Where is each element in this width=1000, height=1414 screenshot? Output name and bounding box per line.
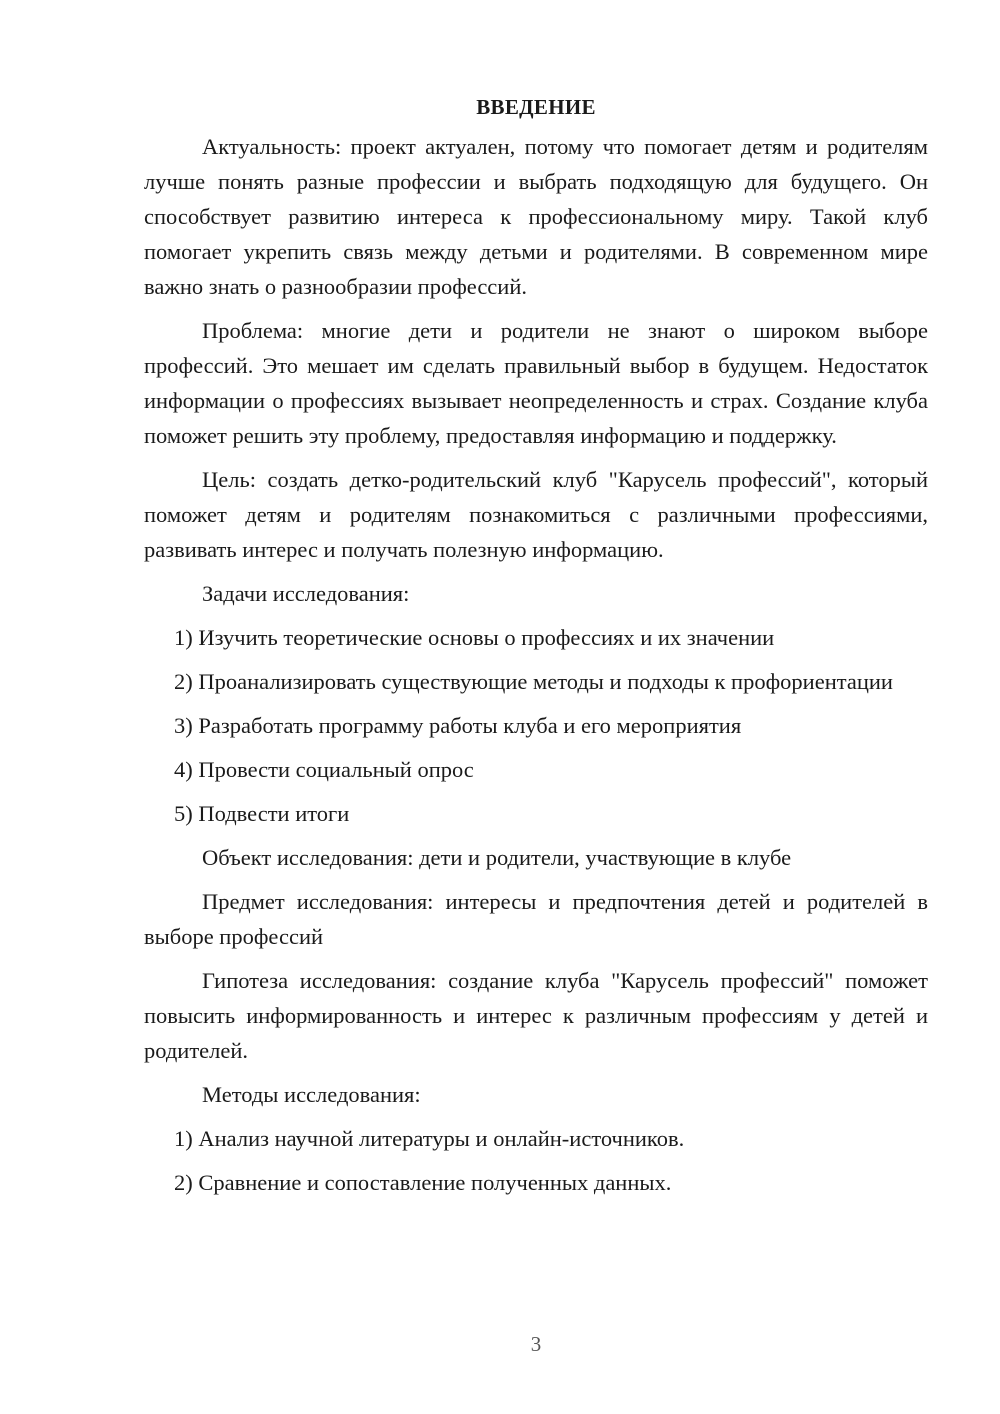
subject-paragraph: Предмет исследования: интересы и предпочтения детей и родителей в выборе профессий (144, 889, 928, 949)
tasks-heading: Задачи исследования: (202, 581, 410, 606)
section-title: ВВЕДЕНИЕ (476, 95, 596, 119)
task-item-5: 5) Подвести итоги (174, 801, 350, 826)
method-item-2: 2) Сравнение и сопоставление полученных данных. (174, 1170, 672, 1195)
object-paragraph: Объект исследования: дети и родители, участвующие в клубе (202, 845, 792, 870)
task-item-2: 2) Проанализировать существующие методы и подходы к профориентации (174, 669, 893, 694)
task-item-4: 4) Провести социальный опрос (174, 757, 474, 782)
task-item-3: 3) Разработать программу работы клуба и его мероприятия (174, 713, 742, 738)
task-item-1: 1) Изучить теоретические основы о профессиях и их значении (174, 625, 775, 650)
methods-heading: Методы исследования: (202, 1082, 421, 1107)
problem-paragraph: Проблема: многие дети и родители не знают о широком выборе профессий. Это мешает им сделать правильный выбор в будущем. Недостаток информации о профессиях вызывает неопределенность и страх. Создание клуба поможет решить эту проблему, предоставляя информацию и поддержку. (144, 318, 928, 448)
method-item-1: 1) Анализ научной литературы и онлайн-источников. (174, 1126, 685, 1151)
page-number: 3 (530, 1332, 542, 1356)
goal-paragraph: Цель: создать детко-родительский клуб "Карусель профессий", который поможет детям и родителям познакомиться с различными профессиями, развивать интерес и получать полезную информацию. (144, 467, 928, 562)
document-page (144, 90, 928, 1209)
relevance-paragraph: Актуальность: проект актуален, потому что помогает детям и родителям лучше понять разные профессии и выбрать подходящую для будущего. Он способствует развитию интереса к профессиональному миру. Такой клуб помогает укрепить связь между детьми и родителями. В современном мире важно знать о разнообразии профессий. (144, 134, 928, 299)
hypothesis-paragraph: Гипотеза исследования: создание клуба "Карусель профессий" поможет повысить информированность и интерес к различным профессиям у детей и родителей. (144, 968, 928, 1063)
